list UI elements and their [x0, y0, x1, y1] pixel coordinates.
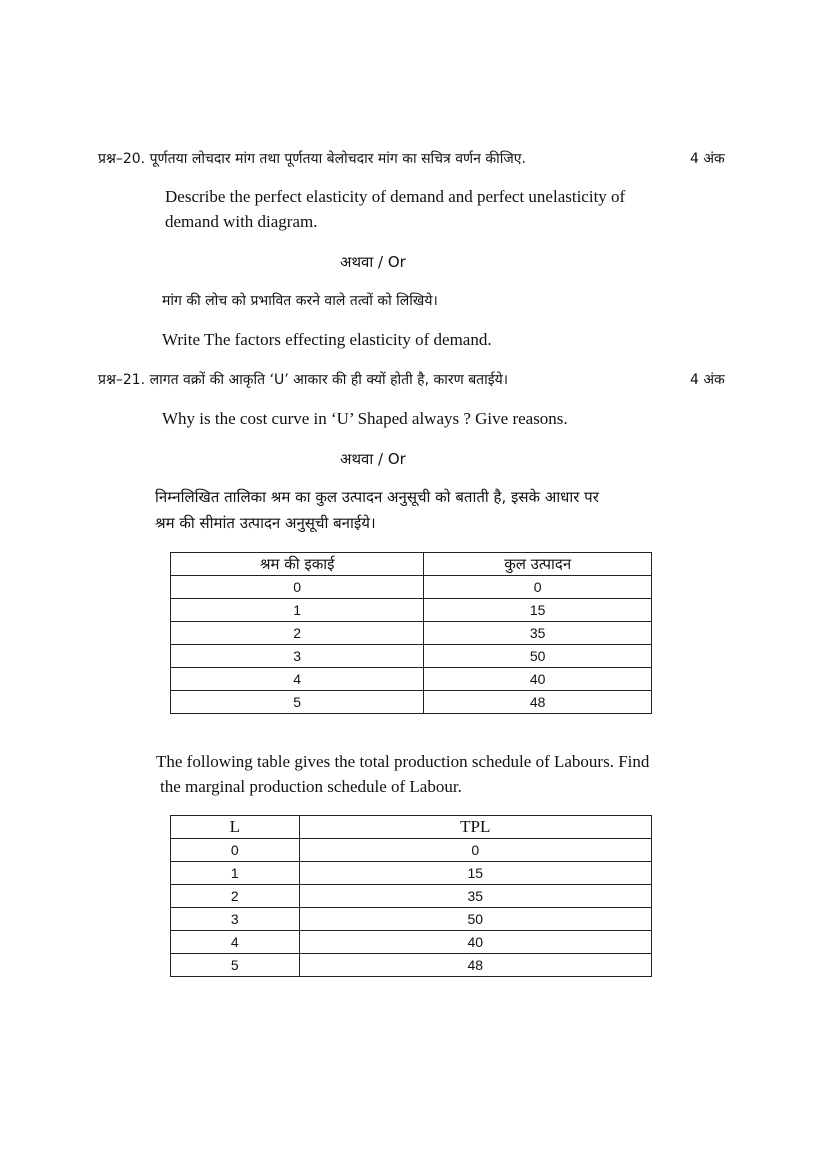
table-header-cell: TPL [299, 816, 651, 839]
table-cell: 1 [171, 862, 300, 885]
q20-or-divider: अथवा / Or [340, 253, 406, 271]
table-cell: 35 [424, 622, 652, 645]
table-row [171, 954, 652, 977]
q21-or-divider: अथवा / Or [340, 450, 406, 468]
table-header-cell: L [171, 816, 300, 839]
q20-text-hindi: पूर्णतया लोचदार मांग तथा पूर्णतया बेलोचदार मांग का सचित्र वर्णन कीजिए. [149, 151, 526, 167]
q20-alt-english: Write The factors effecting elasticity of demand. [162, 330, 492, 349]
table-cell: 0 [171, 839, 300, 862]
q20-number: प्रश्न–20. [98, 151, 146, 167]
table-cell: 15 [299, 862, 651, 885]
table-header-row [171, 553, 652, 576]
table-row [171, 622, 652, 645]
table-row [171, 862, 652, 885]
table-row [171, 645, 652, 668]
table-cell: 4 [171, 931, 300, 954]
table-cell: 5 [171, 954, 300, 977]
table-header-cell: कुल उत्पादन [424, 553, 652, 576]
table-row [171, 691, 652, 714]
q21-alt-hindi-line1: निम्नलिखित तालिका श्रम का कुल उत्पादन अनुसूची को बताती है, इसके आधार पर [155, 488, 599, 506]
q21-alt-english-line1: The following table gives the total production schedule of Labours. Find [156, 752, 650, 771]
table-row [171, 839, 652, 862]
table-cell: 0 [424, 576, 652, 599]
table-cell: 48 [424, 691, 652, 714]
table-cell: 50 [299, 908, 651, 931]
q20-alt-hindi: मांग की लोच को प्रभावित करने वाले तत्वों को लिखिये। [162, 293, 438, 309]
table-cell: 0 [299, 839, 651, 862]
table-header-cell: श्रम की इकाई [171, 553, 424, 576]
table-cell: 4 [171, 668, 424, 691]
table-row [171, 885, 652, 908]
table-cell: 1 [171, 599, 424, 622]
table-cell: 48 [299, 954, 651, 977]
q21-alt-hindi-line2: श्रम की सीमांत उत्पादन अनुसूची बनाईये। [155, 514, 376, 532]
q20-text-english-line2: demand with diagram. [165, 212, 318, 231]
q21-alt-english-line2: the marginal production schedule of Labour. [160, 777, 462, 796]
table-cell: 40 [424, 668, 652, 691]
q21-heading [98, 370, 508, 389]
table-row [171, 908, 652, 931]
table-cell: 40 [299, 931, 651, 954]
table-cell: 5 [171, 691, 424, 714]
table-cell: 3 [171, 908, 300, 931]
labour-table-hindi [170, 552, 652, 714]
table-cell: 2 [171, 885, 300, 908]
table-row [171, 576, 652, 599]
q20-heading [98, 149, 526, 168]
table-cell: 3 [171, 645, 424, 668]
table-cell: 0 [171, 576, 424, 599]
table-row [171, 931, 652, 954]
q21-number: प्रश्न–21. [98, 372, 146, 388]
table-cell: 50 [424, 645, 652, 668]
table-row [171, 668, 652, 691]
q20-marks: 4 अंक [690, 151, 725, 167]
q21-text-english: Why is the cost curve in ‘U’ Shaped always ? Give reasons. [162, 409, 568, 428]
labour-table-english [170, 815, 652, 977]
q20-text-english-line1: Describe the perfect elasticity of demand and perfect unelasticity of [165, 187, 626, 206]
table-header-row [171, 816, 652, 839]
table-cell: 15 [424, 599, 652, 622]
table-cell: 2 [171, 622, 424, 645]
table-row [171, 599, 652, 622]
q21-marks: 4 अंक [690, 372, 725, 388]
q21-text-hindi: लागत वक्रों की आकृति ‘U’ आकार की ही क्यों होती है, कारण बताईये। [149, 372, 509, 388]
table-cell: 35 [299, 885, 651, 908]
